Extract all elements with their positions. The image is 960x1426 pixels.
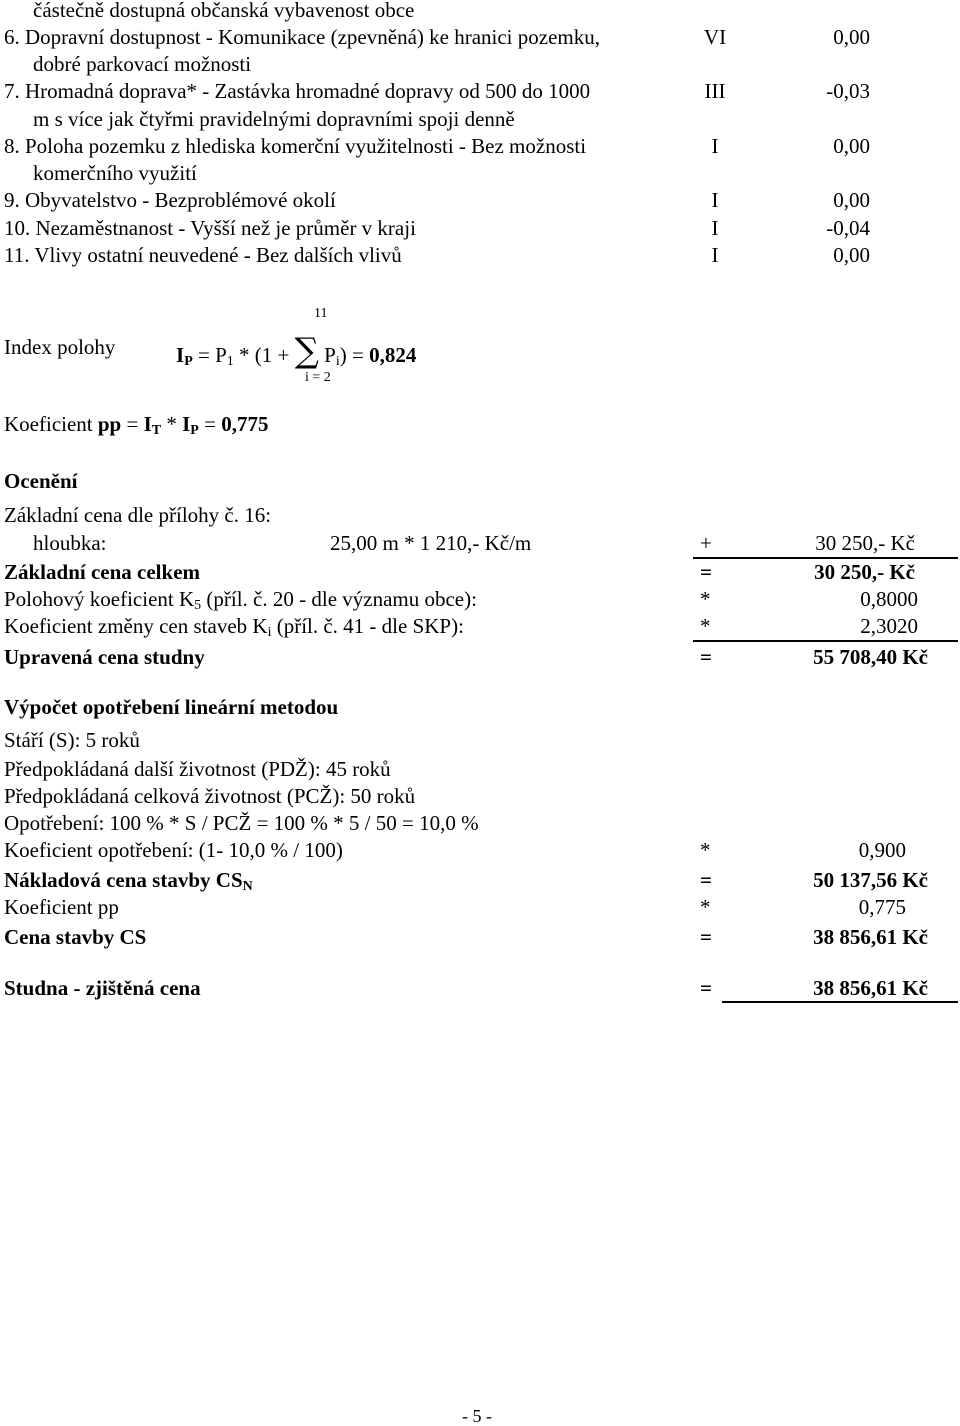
criteria-row-7-class: III — [704, 79, 726, 103]
formula-ip: $I_P$ — [176, 343, 193, 369]
criteria-row-9-line1: 9. Obyvatelstvo - Bezproblémové okolí — [4, 188, 336, 212]
ki-value: 2,3020 — [860, 614, 918, 638]
zakladni-celkem-label: Základní cena celkem — [4, 560, 201, 584]
criteria-row-10-line1: 10. Nezaměstnanost - Vyšší než je průměr v kraji — [4, 216, 416, 240]
k5-value: 0,8000 — [860, 587, 918, 611]
ki-underline — [693, 640, 958, 642]
koeficient-pp-result: 0,775 — [221, 412, 269, 436]
hloubka-label: hloubka: — [33, 531, 107, 555]
oceneni-heading: Ocenění — [4, 469, 78, 493]
koef-pp-label: Koeficient pp — [4, 895, 119, 919]
index-polohy-formula: $I_P = P_1 * (1$ + ∑ $P_i) = 0,824$ — [176, 331, 417, 371]
hloubka-operator: + — [700, 531, 712, 555]
hloubka-calc: 25,00 m * 1 210,- Kč/m — [330, 531, 532, 555]
criteria-row-6-line2: dobré parkovací možnosti — [33, 52, 252, 76]
criteria-row-8-class: I — [711, 134, 719, 158]
criteria-row-0-text: částečně dostupná občanská vybavenost obce — [33, 0, 415, 22]
zjistena-cena-underline — [722, 1001, 958, 1003]
opotrebeni-vypocet: Opotřebení: 100 % * S / PCŽ = 100 % * 5 / 50 = 10,0 % — [4, 811, 479, 835]
nakladova-cena-value: 50 137,56 Kč — [813, 868, 928, 892]
zakladni-celkem-value: 30 250,- Kč — [814, 560, 915, 584]
k5-operator: * — [700, 587, 711, 611]
criteria-row-8-line2: komerčního využití — [33, 161, 197, 185]
zakladni-celkem-operator: = — [700, 560, 712, 584]
zakladni-cena-label: Základní cena dle přílohy č. 16: — [4, 503, 272, 527]
upravena-cena-label: Upravená cena studny — [4, 645, 205, 669]
criteria-row-9-value: 0,00 — [833, 188, 870, 212]
criteria-row-11-line1: 11. Vlivy ostatní neuvedené - Bez dalších vlivů — [4, 243, 402, 267]
sum-upper-limit: 11 — [314, 306, 328, 321]
criteria-row-11-value: 0,00 — [833, 243, 870, 267]
cena-stavby-operator: = — [700, 925, 712, 949]
ki-label: Koeficient změny cen staveb $K_i$ (příl. č. 41 - dle SKP): — [4, 614, 464, 640]
koef-pp-value: 0,775 — [858, 895, 906, 919]
criteria-row-8-value: 0,00 — [833, 134, 870, 158]
criteria-row-7-line1: 7. Hromadná doprava* - Zastávka hromadné dopravy od 500 do 1000 — [4, 79, 591, 103]
criteria-row-8-line1: 8. Poloha pozemku z hlediska komerční využitelnosti - Bez možnosti — [4, 134, 587, 158]
criteria-row-7-value: -0,03 — [826, 79, 870, 103]
koef-opotrebeni-value: 0,900 — [858, 838, 906, 862]
zjistena-cena-label: Studna - zjištěná cena — [4, 976, 201, 1000]
koef-pp-operator: * — [700, 895, 711, 919]
index-polohy-result: 0,824 — [369, 343, 417, 367]
zjistena-cena-operator: = — [700, 976, 712, 1000]
sum-lower-limit: i = 2 — [305, 370, 331, 385]
criteria-row-11-class: I — [711, 243, 719, 267]
ki-operator: * — [700, 614, 711, 638]
hloubka-value: 30 250,- Kč — [815, 531, 915, 555]
criteria-row-6-line1: 6. Dopravní dostupnost - Komunikace (zpevněná) ke hranici pozemku, — [4, 25, 600, 49]
koef-opotrebeni-operator: * — [700, 838, 711, 862]
upravena-cena-value: 55 708,40 Kč — [813, 645, 928, 669]
upravena-cena-operator: = — [700, 645, 712, 669]
koef-opotrebeni-label: Koeficient opotřebení: (1- 10,0 % / 100) — [4, 838, 343, 862]
index-polohy-label: Index polohy — [4, 335, 116, 359]
koeficient-pp-line: Koeficient pp = $I_T * I_P = 0,775$ — [4, 412, 269, 438]
cena-stavby-label: Cena stavby CS — [4, 925, 147, 949]
pdz-line: Předpokládaná další životnost (PDŽ): 45 roků — [4, 757, 391, 781]
stari-line: Stáří (S): 5 roků — [4, 728, 140, 752]
opotrebeni-heading: Výpočet opotřebení lineární metodou — [4, 695, 339, 719]
sum-symbol: ∑ — [294, 331, 319, 371]
criteria-row-9-class: I — [711, 188, 719, 212]
criteria-row-6-value: 0,00 — [833, 25, 870, 49]
zjistena-cena-value: 38 856,61 Kč — [813, 976, 928, 1000]
nakladova-cena-label: Nákladová cena stavby $CS_N$ — [4, 868, 253, 894]
page-number: - 5 - — [462, 1406, 492, 1426]
cena-stavby-value: 38 856,61 Kč — [813, 925, 928, 949]
pcz-line: Předpokládaná celková životnost (PCŽ): 50 roků — [4, 784, 416, 808]
criteria-row-10-value: -0,04 — [826, 216, 870, 240]
k5-label: Polohový koeficient $K_5$ (příl. č. 20 - dle významu obce): — [4, 587, 477, 613]
nakladova-cena-operator: = — [700, 868, 712, 892]
criteria-row-10-class: I — [711, 216, 719, 240]
criteria-row-6-class: VI — [703, 25, 727, 49]
criteria-row-7-line2: m s více jak čtyřmi pravidelnými dopravními spoji denně — [33, 107, 515, 131]
